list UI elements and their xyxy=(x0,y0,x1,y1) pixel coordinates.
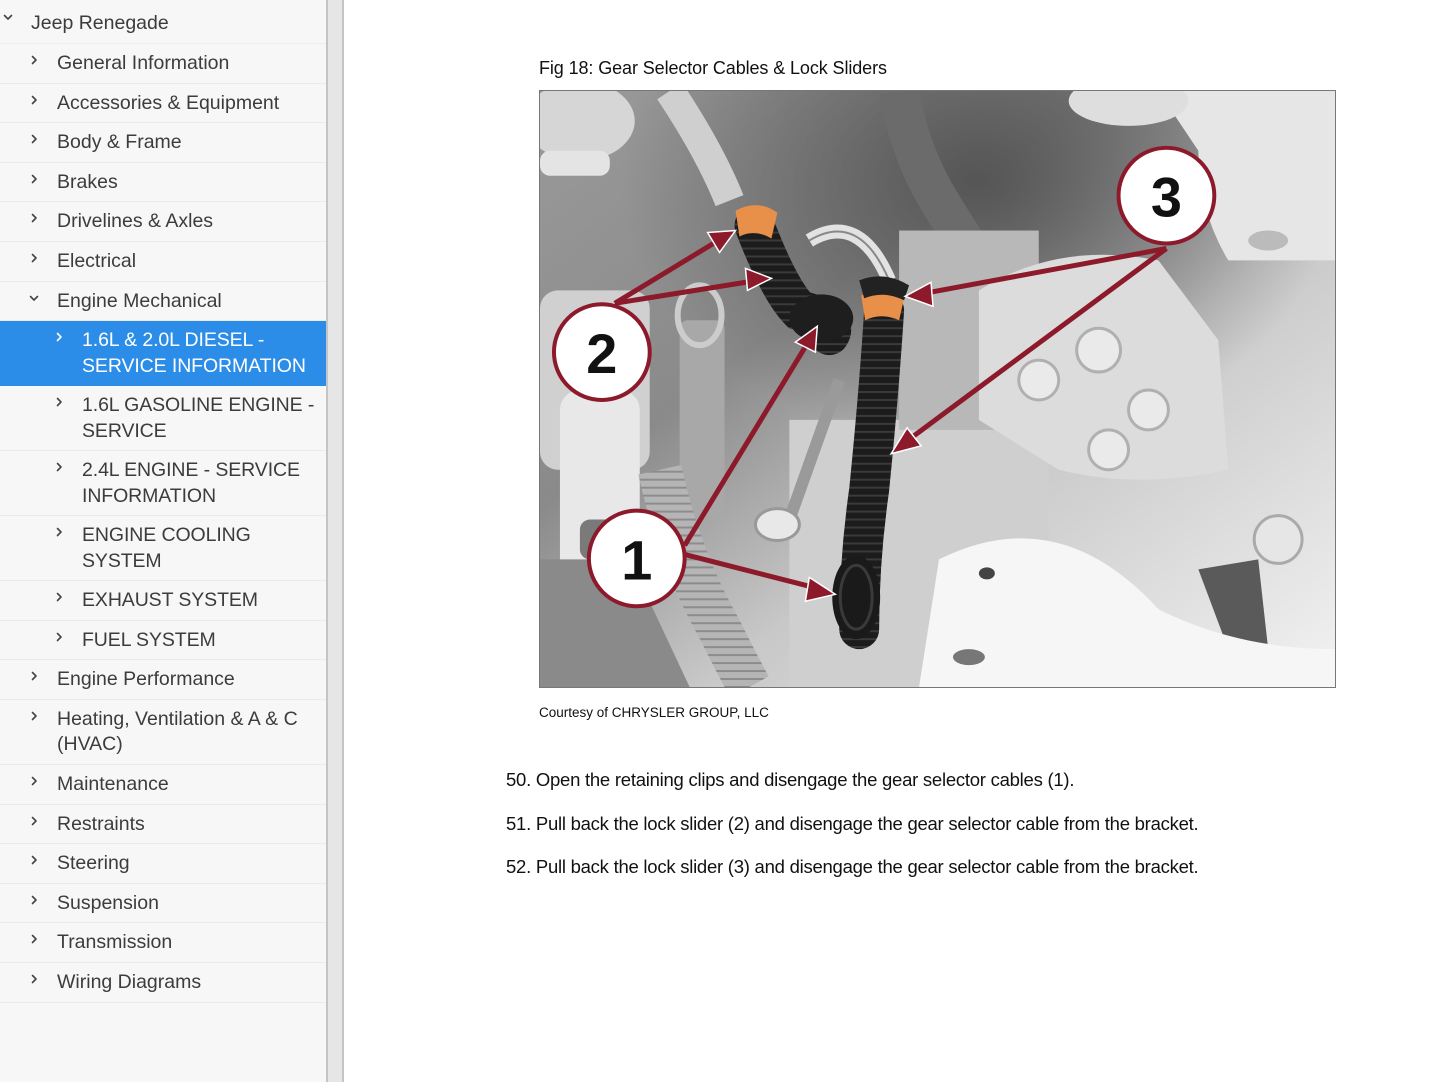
callout-number: 1 xyxy=(621,528,653,592)
chevron-right-icon[interactable] xyxy=(27,669,41,683)
step-text: Open the retaining clips and disengage the gear selector cables (1). xyxy=(535,769,1075,790)
tree-item-engine-cooling-system[interactable] xyxy=(0,516,326,581)
tree-item-engine-mechanical[interactable] xyxy=(0,282,326,322)
chevron-right-icon[interactable] xyxy=(27,211,41,225)
chevron-right-icon[interactable] xyxy=(27,853,41,867)
tree-item-steering[interactable] xyxy=(0,844,326,884)
tree-item-label: Electrical xyxy=(57,249,137,272)
tree-item-label: Transmission xyxy=(57,931,173,954)
tree-item-hvac[interactable] xyxy=(0,700,326,765)
tree-item-label: Restraints xyxy=(57,812,145,835)
chevron-right-icon[interactable] xyxy=(52,525,66,539)
engine-photo xyxy=(540,91,1335,687)
figure-image xyxy=(539,90,1336,688)
tree-item-label: Maintenance xyxy=(57,772,169,795)
chevron-right-icon[interactable] xyxy=(27,251,41,265)
tree-item-label: Jeep Renegade xyxy=(31,12,169,34)
procedure-step xyxy=(506,855,1198,899)
callout-number: 2 xyxy=(586,322,618,386)
chevron-right-icon[interactable] xyxy=(27,774,41,788)
callout-2 xyxy=(554,304,650,400)
tree-item-brakes[interactable] xyxy=(0,163,326,203)
tree-item-transmission[interactable] xyxy=(0,923,326,963)
procedure-step xyxy=(506,812,1198,856)
tree-item-label: Heating, Ventilation & A & C (HVAC) xyxy=(57,707,298,756)
tree-item-restraints[interactable] xyxy=(0,805,326,845)
chevron-right-icon[interactable] xyxy=(27,172,41,186)
tree-item-label: FUEL SYSTEM xyxy=(82,628,216,651)
tree-item-accessories-equipment[interactable] xyxy=(0,84,326,124)
tree-item-fuel-system[interactable] xyxy=(0,621,326,661)
chevron-right-icon[interactable] xyxy=(27,709,41,723)
tree-item-wiring-diagrams[interactable] xyxy=(0,963,326,1003)
tree-item-label: General Information xyxy=(57,52,230,74)
sidebar-navigation-tree xyxy=(0,0,326,1082)
step-number: 51. xyxy=(506,812,531,834)
tree-item-body-frame[interactable] xyxy=(0,123,326,163)
chevron-right-icon[interactable] xyxy=(52,460,66,474)
tree-item-label: 1.6L GASOLINE ENGINE - SERVICE xyxy=(82,394,315,442)
step-text: Pull back the lock slider (2) and disengage the gear selector cable from the bracket. xyxy=(535,812,1199,834)
tree-item-engine-performance[interactable] xyxy=(0,660,326,700)
tree-item-electrical[interactable] xyxy=(0,242,326,282)
chevron-right-icon[interactable] xyxy=(27,893,41,907)
tree-item-label: Drivelines & Axles xyxy=(57,210,214,233)
chevron-right-icon[interactable] xyxy=(27,132,41,146)
tree-item-label: Engine Performance xyxy=(57,668,235,691)
tree-item-label: Suspension xyxy=(57,891,159,914)
tree-item-diesel-service-information[interactable] xyxy=(0,321,326,386)
chevron-right-icon[interactable] xyxy=(27,972,41,986)
step-number: 50. xyxy=(506,769,531,790)
chevron-right-icon[interactable] xyxy=(52,590,66,604)
figure-title: Fig 18: Gear Selector Cables & Lock Sliders xyxy=(539,58,887,78)
tree-item-drivelines-axles[interactable] xyxy=(0,202,326,242)
chevron-right-icon[interactable] xyxy=(27,814,41,828)
chevron-down-icon[interactable] xyxy=(27,291,41,305)
sidebar-resize-handle[interactable] xyxy=(326,0,344,1082)
tree-item-label: Engine Mechanical xyxy=(57,289,222,312)
tree-item-general-information[interactable] xyxy=(0,44,326,84)
step-text: Pull back the lock slider (3) and disengage the gear selector cable from the bracket. xyxy=(535,856,1199,877)
chevron-right-icon[interactable] xyxy=(27,93,41,107)
tree-item-maintenance[interactable] xyxy=(0,765,326,805)
tree-item-label: Accessories & Equipment xyxy=(57,91,280,114)
procedure-steps xyxy=(506,768,1198,899)
chevron-right-icon[interactable] xyxy=(27,932,41,946)
figure-credit: Courtesy of CHRYSLER GROUP, LLC xyxy=(539,705,769,720)
tree-item-jeep-renegade[interactable] xyxy=(0,0,326,44)
procedure-step xyxy=(506,768,1198,812)
tree-item-label: Brakes xyxy=(57,170,118,193)
chevron-right-icon[interactable] xyxy=(52,395,66,409)
chevron-right-icon[interactable] xyxy=(52,330,66,344)
step-number: 52. xyxy=(506,856,531,877)
callout-number: 3 xyxy=(1150,165,1182,229)
callout-1 xyxy=(589,511,685,607)
tree-item-label: Steering xyxy=(57,852,130,875)
tree-item-label: EXHAUST SYSTEM xyxy=(82,589,258,612)
chevron-right-icon[interactable] xyxy=(27,53,41,67)
tree-item-exhaust-system[interactable] xyxy=(0,581,326,621)
callout-3 xyxy=(1119,148,1215,244)
tree-item-gasoline-engine-service[interactable] xyxy=(0,386,326,451)
tree-item-label: 1.6L & 2.0L DIESEL - SERVICE INFORMATION xyxy=(82,329,306,377)
tree-item-label: 2.4L ENGINE - SERVICE INFORMATION xyxy=(82,459,300,507)
chevron-right-icon[interactable] xyxy=(52,630,66,644)
tree-item-label: Wiring Diagrams xyxy=(57,970,202,993)
tree-item-label: Body & Frame xyxy=(57,131,182,154)
document-content xyxy=(344,0,1445,1082)
tree-item-2-4l-engine-service[interactable] xyxy=(0,451,326,516)
tree-item-suspension[interactable] xyxy=(0,884,326,924)
tree-item-label: ENGINE COOLING SYSTEM xyxy=(82,524,251,572)
chevron-down-icon[interactable] xyxy=(1,10,15,24)
